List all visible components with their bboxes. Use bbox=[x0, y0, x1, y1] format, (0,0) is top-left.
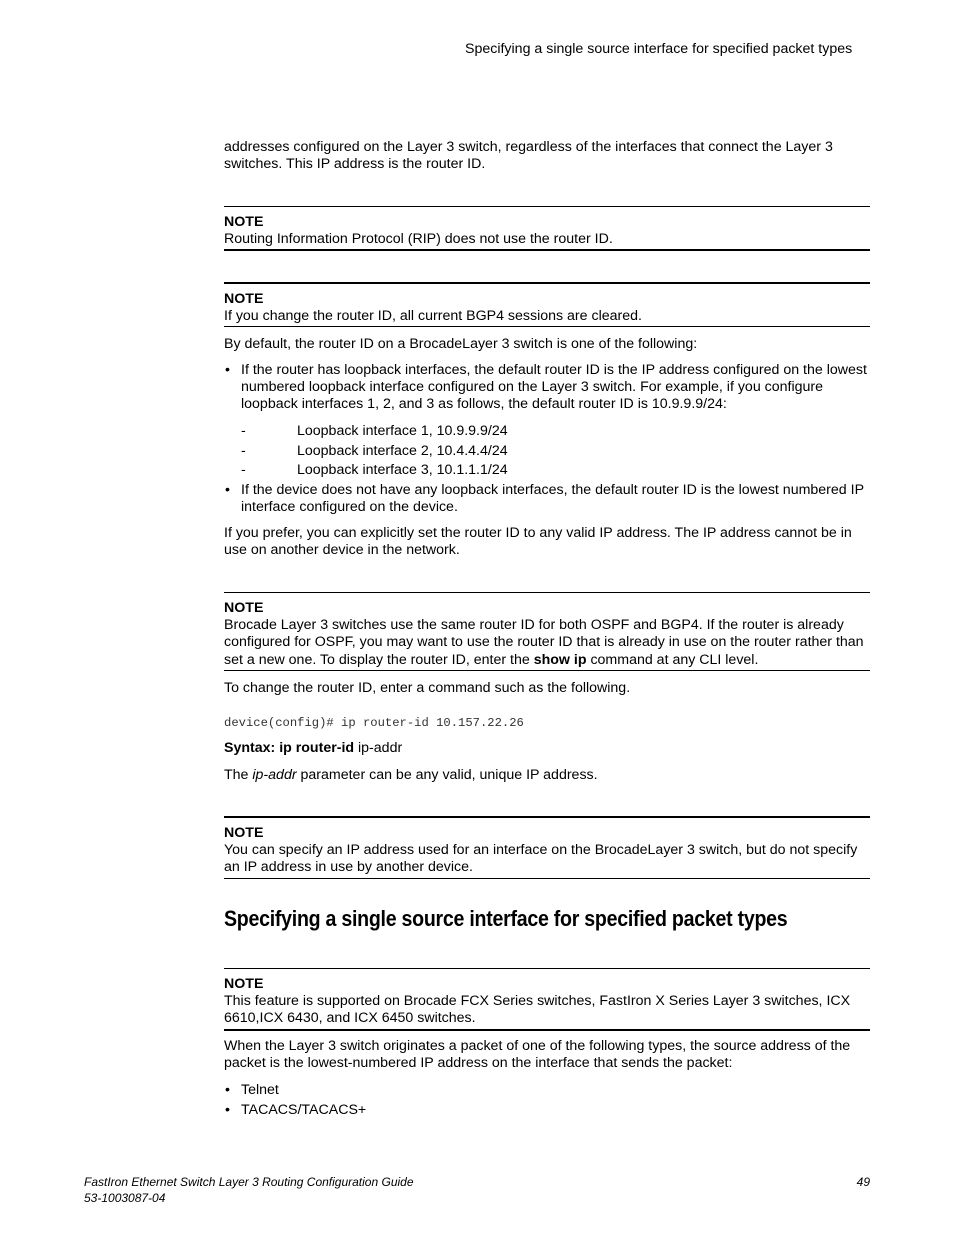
paragraph-line: packet is the lowest-numbered IP address on the interface that sends the packet: bbox=[224, 1055, 733, 1072]
bullet-marker: • bbox=[225, 482, 230, 498]
sub-item-loopback-2: Loopback interface 2, 10.4.4.4/24 bbox=[297, 443, 508, 459]
note-label: NOTE bbox=[224, 976, 264, 992]
paragraph-text: parameter can be any valid, unique IP address. bbox=[296, 767, 598, 783]
code-example: device(config)# ip router-id 10.157.22.26 bbox=[224, 716, 524, 730]
show-ip-command: show ip bbox=[533, 651, 587, 668]
note-line: 6610,ICX 6430, and ICX 6450 switches. bbox=[224, 1010, 476, 1027]
intro-line-2: switches. This IP address is the router ID. bbox=[224, 156, 486, 173]
sub-item-marker: - bbox=[241, 462, 246, 478]
note-label: NOTE bbox=[224, 214, 264, 230]
note-bgp4-sessions bbox=[224, 282, 870, 327]
note-bottom-rule bbox=[224, 249, 870, 251]
bullet-loopback bbox=[241, 362, 866, 414]
sub-item-loopback-3: Loopback interface 3, 10.1.1.1/24 bbox=[297, 462, 508, 478]
note-label: NOTE bbox=[224, 600, 264, 616]
intro-paragraph bbox=[224, 139, 833, 173]
note-top-rule bbox=[224, 206, 870, 207]
syntax-label: Syntax: ip router-id bbox=[224, 740, 355, 756]
note-line bbox=[224, 652, 870, 669]
paragraph-line: When the Layer 3 switch originates a packet of one of the following types, the source address of the bbox=[224, 1038, 851, 1054]
bullet-marker: • bbox=[225, 1082, 230, 1098]
bullet-telnet: Telnet bbox=[241, 1082, 279, 1098]
bullet-marker: • bbox=[225, 362, 230, 378]
sub-item-marker: - bbox=[241, 443, 246, 459]
note-ospf-bgp4 bbox=[224, 592, 870, 671]
note-text: Routing Information Protocol (RIP) does not use the router ID. bbox=[224, 231, 613, 248]
sub-item-loopback-1: Loopback interface 1, 10.9.9.9/24 bbox=[297, 423, 508, 439]
param-paragraph bbox=[224, 767, 598, 784]
note-top-rule bbox=[224, 592, 870, 593]
note-line: an IP address in use by another device. bbox=[224, 859, 473, 876]
originate-packet-paragraph bbox=[224, 1038, 850, 1072]
note-bottom-rule bbox=[224, 670, 870, 671]
bullet-line: loopback interfaces 1, 2, and 3 as follows, the default router ID is 10.9.9.9/24: bbox=[241, 396, 727, 413]
intro-line-1: addresses configured on the Layer 3 switch, regardless of the interfaces that connect the Layer 3 bbox=[224, 139, 833, 155]
note-text bbox=[224, 842, 870, 876]
note-bottom-rule bbox=[224, 1029, 870, 1031]
default-router-id-paragraph: By default, the router ID on a BrocadeLayer 3 switch is one of the following: bbox=[224, 336, 698, 352]
section-heading: Specifying a single source interface for specified packet types bbox=[224, 906, 788, 931]
note-top-rule bbox=[224, 816, 870, 818]
paragraph-text: The bbox=[224, 767, 253, 783]
note-text: If you change the router ID, all current BGP4 sessions are cleared. bbox=[224, 308, 642, 325]
bullet-line: If the router has loopback interfaces, the default router ID is the IP address configured on the lowest bbox=[241, 362, 867, 378]
note-ip-address-use bbox=[224, 816, 870, 879]
bullet-line: If the device does not have any loopback interfaces, the default router ID is the lowest numbered IP bbox=[241, 482, 865, 498]
note-line: Brocade Layer 3 switches use the same router ID for both OSPF and BGP4. If the router is already bbox=[224, 617, 844, 634]
explicit-router-id-paragraph bbox=[224, 525, 852, 559]
change-router-id-paragraph: To change the router ID, enter a command such as the following. bbox=[224, 680, 631, 696]
note-line: configured for OSPF, you may want to use the router ID that is already in use on the router rather than bbox=[224, 634, 864, 651]
note-feature-support bbox=[224, 968, 870, 1031]
sub-item-marker: - bbox=[241, 423, 246, 439]
running-header: Specifying a single source interface for specified packet types bbox=[465, 41, 853, 57]
note-line: This feature is supported on Brocade FCX Series switches, FastIron X Series Layer 3 switches, ICX bbox=[224, 993, 851, 1010]
note-line-text: set a new one. To display the router ID, enter the bbox=[224, 651, 534, 668]
note-top-rule bbox=[224, 968, 870, 969]
syntax-line bbox=[224, 740, 402, 756]
note-line-text: command at any CLI level. bbox=[586, 651, 759, 668]
note-label: NOTE bbox=[224, 291, 264, 307]
bullet-marker: • bbox=[225, 1102, 230, 1118]
note-label: NOTE bbox=[224, 825, 264, 841]
bullet-tacacs: TACACS/TACACS+ bbox=[241, 1102, 367, 1118]
note-text bbox=[224, 617, 870, 669]
footer-guide-info bbox=[84, 1175, 414, 1206]
bullet-line: interface configured on the device. bbox=[241, 499, 458, 516]
note-text bbox=[224, 993, 870, 1027]
note-top-rule bbox=[224, 282, 870, 284]
note-bottom-rule bbox=[224, 878, 870, 879]
syntax-param: ip-addr bbox=[354, 740, 403, 756]
note-line: You can specify an IP address used for an interface on the BrocadeLayer 3 switch, but do not specify bbox=[224, 842, 858, 859]
ip-addr-param: ip-addr bbox=[252, 767, 297, 783]
note-bottom-rule bbox=[224, 326, 870, 327]
paragraph-line: If you prefer, you can explicitly set the router ID to any valid IP address. The IP address cannot be in bbox=[224, 525, 852, 541]
footer-doc-number: 53-1003087-04 bbox=[84, 1190, 166, 1205]
page-number: 49 bbox=[856, 1175, 870, 1189]
bullet-no-loopback bbox=[241, 482, 866, 516]
note-rip bbox=[224, 206, 870, 251]
paragraph-line: use on another device in the network. bbox=[224, 542, 460, 559]
bullet-line: numbered loopback interface configured on the Layer 3 switch. For example, if you configure bbox=[241, 379, 824, 396]
footer-guide-title: FastIron Ethernet Switch Layer 3 Routing Configuration Guide bbox=[84, 1175, 414, 1189]
